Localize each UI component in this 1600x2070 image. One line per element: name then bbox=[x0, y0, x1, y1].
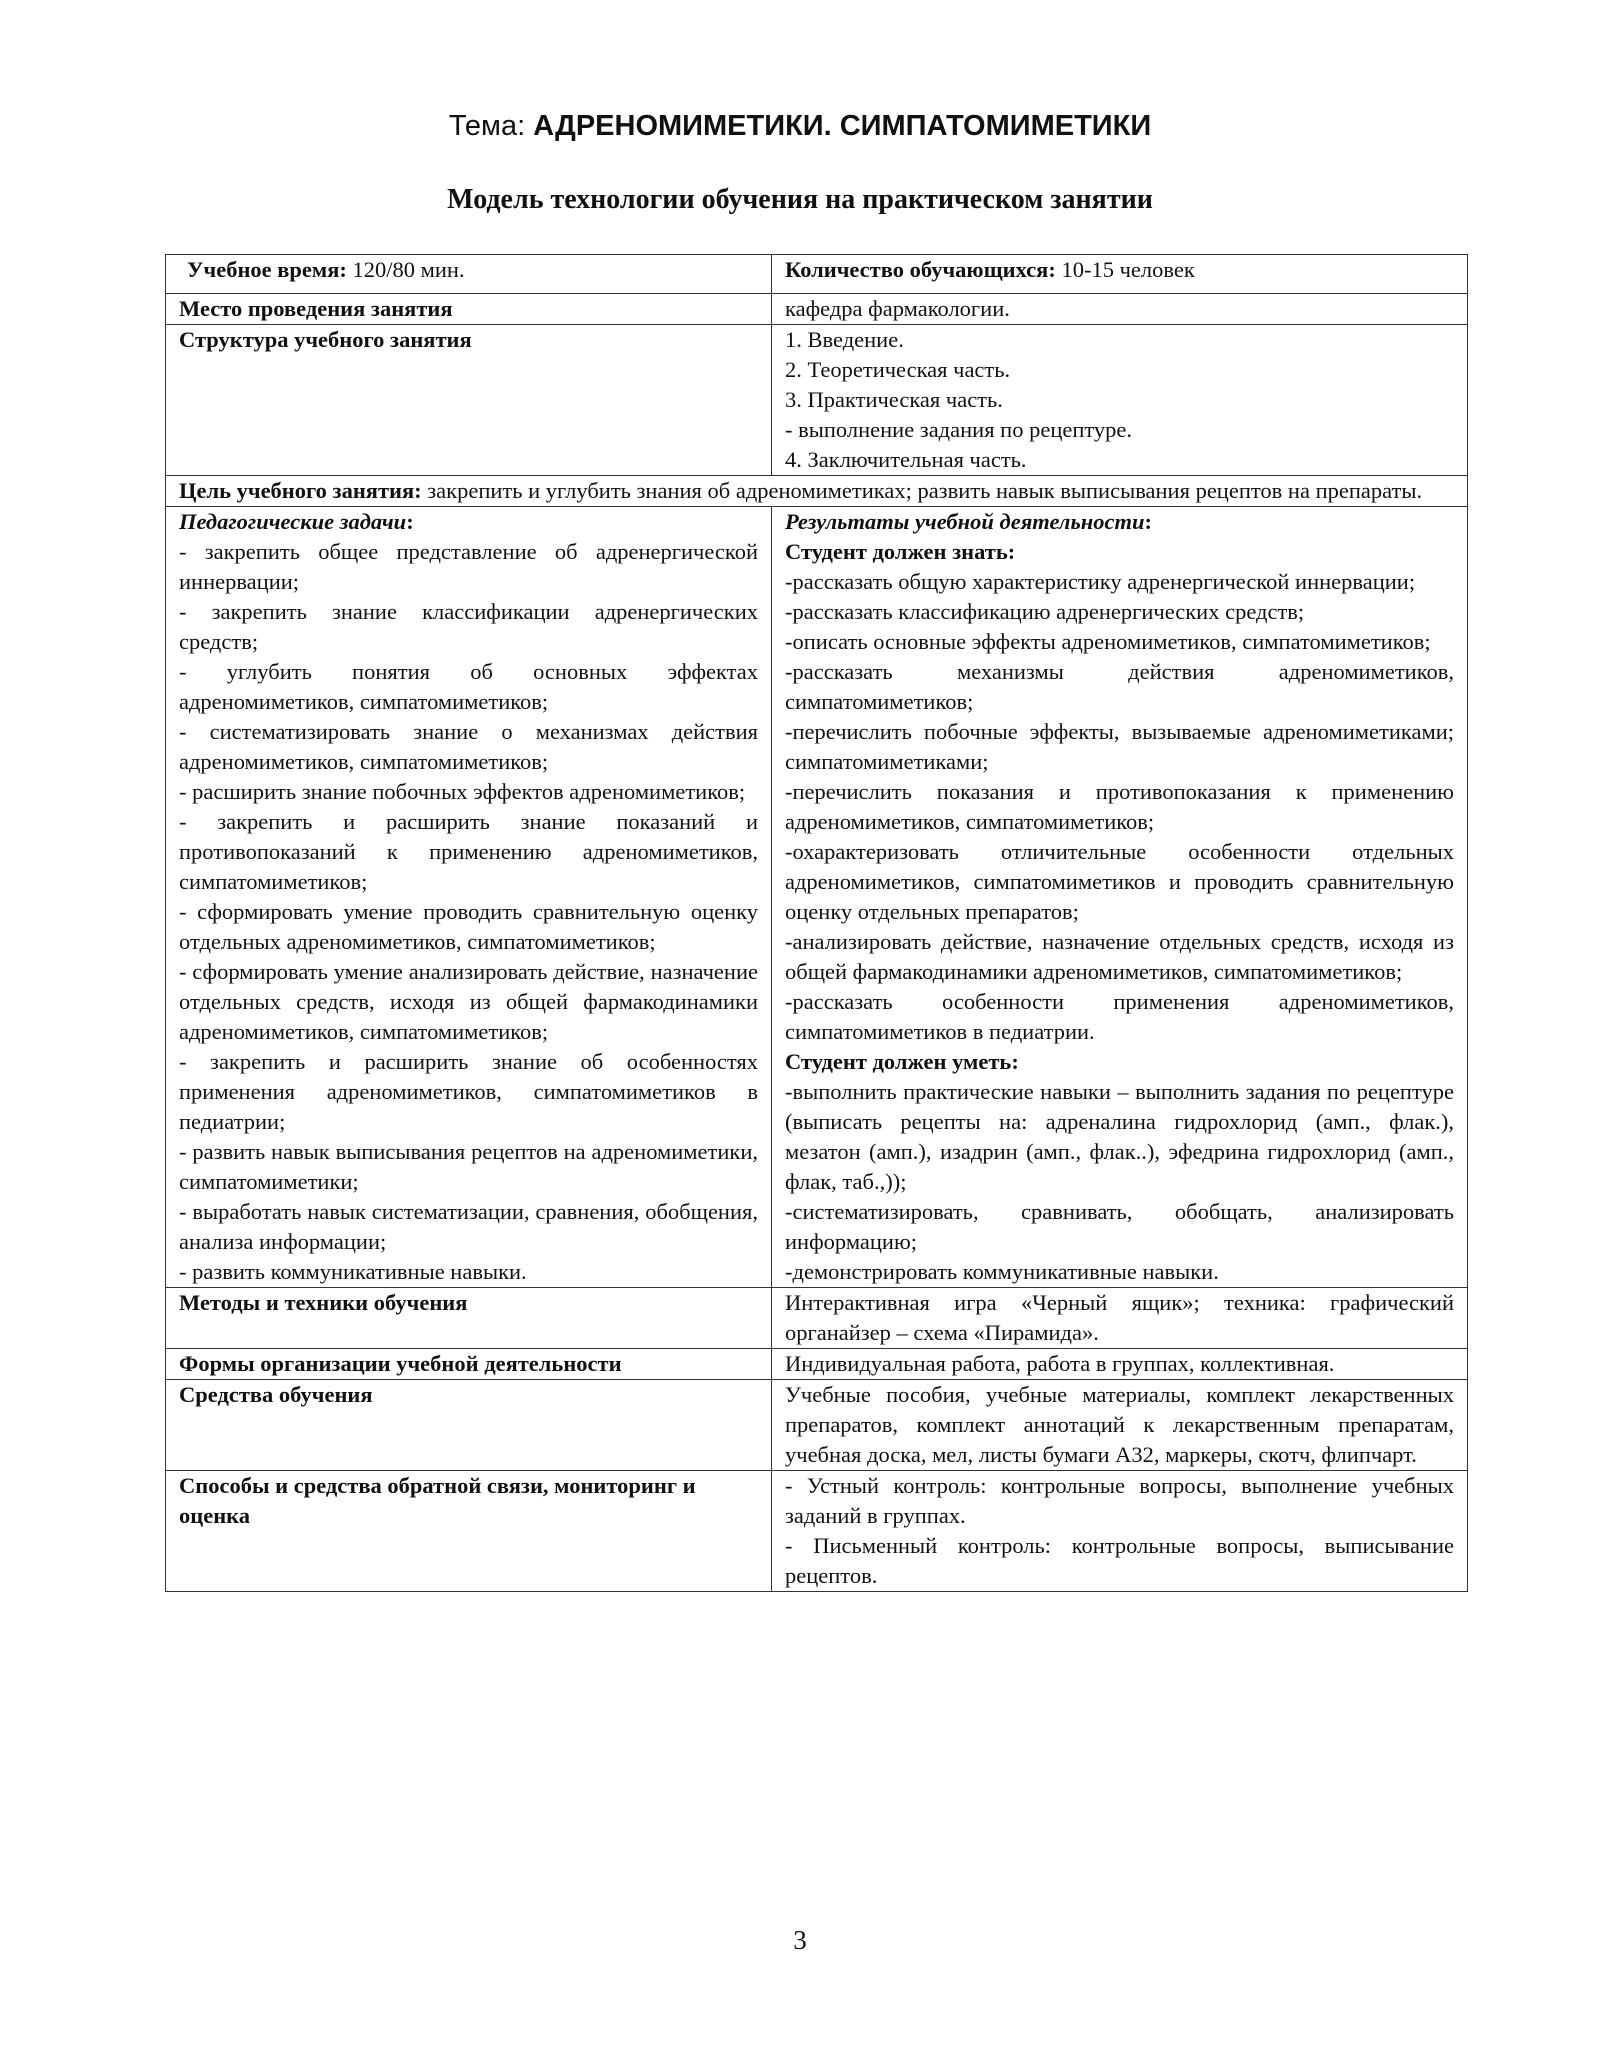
can-label: Студент должен уметь: bbox=[785, 1049, 1019, 1074]
means-value: Учебные пособия, учебные материалы, комплект лекарственных препаратов, комплект аннотаций к лекарственным препаратам, учебная доска, мел, листы бумаги А32, маркеры, скотч, флипчарт. bbox=[772, 1380, 1468, 1471]
list-item: -рассказать классификацию адренергических средств; bbox=[785, 599, 1305, 624]
structure-label: Структура учебного занятия bbox=[166, 325, 772, 476]
structure-list bbox=[772, 325, 1468, 476]
list-item: - выполнение задания по рецептуре. bbox=[785, 417, 1133, 442]
topic-name: АДРЕНОМИМЕТИКИ. СИМПАТОМИМЕТИКИ bbox=[533, 110, 1152, 142]
results-cell bbox=[772, 507, 1468, 1288]
venue-label: Место проведения занятия bbox=[166, 294, 772, 325]
goal-label: Цель учебного занятия: bbox=[179, 478, 422, 503]
table-row bbox=[166, 325, 1468, 476]
students-label: Количество обучающихся: bbox=[785, 257, 1056, 282]
pedagogical-tasks-label: Педагогические задачи bbox=[179, 509, 407, 534]
list-item: - закрепить и расширить знание показаний и противопоказаний к применению адреномиметиков, симпатомиметиков; bbox=[179, 809, 758, 894]
model-title: Модель технологии обучения на практическом занятии bbox=[447, 184, 1153, 215]
goal-cell bbox=[166, 476, 1468, 507]
list-item: - углубить понятия об основных эффектах адреномиметиков, симпатомиметиков; bbox=[179, 659, 758, 714]
pedagogical-tasks-colon: : bbox=[406, 509, 414, 534]
list-item: - систематизировать знание о механизмах действия адреномиметиков, симпатомиметиков; bbox=[179, 719, 758, 774]
feedback-label: Способы и средства обратной связи, мониторинг и оценка bbox=[166, 1471, 772, 1592]
table-row bbox=[166, 1471, 1468, 1592]
table-row bbox=[166, 1349, 1468, 1380]
methods-label: Методы и техники обучения bbox=[166, 1288, 772, 1349]
list-item: - выработать навык систематизации, сравнения, обобщения, анализа информации; bbox=[179, 1199, 758, 1254]
list-item: -рассказать механизмы действия адреномиметиков, симпатомиметиков; bbox=[785, 659, 1454, 714]
results-colon: : bbox=[1144, 509, 1152, 534]
list-item: - сформировать умение проводить сравнительную оценку отдельных адреномиметиков, симпатомиметиков; bbox=[179, 899, 758, 954]
list-item: 4. Заключительная часть. bbox=[785, 447, 1027, 472]
table-row bbox=[166, 255, 1468, 294]
study-time-cell bbox=[166, 255, 772, 294]
list-item: 1. Введение. bbox=[785, 327, 904, 352]
feedback-list bbox=[772, 1471, 1468, 1592]
goal-value: закрепить и углубить знания об адреномиметиках; развить навык выписывания рецептов на препараты. bbox=[427, 478, 1423, 503]
list-item: -рассказать особенности применения адреномиметиков, симпатомиметиков в педиатрии. bbox=[785, 989, 1454, 1044]
list-item: - Устный контроль: контрольные вопросы, выполнение учебных заданий в группах. bbox=[785, 1473, 1454, 1528]
study-time-label: Учебное время: bbox=[187, 257, 347, 282]
list-item: -перечислить побочные эффекты, вызываемые адреномиметиками; симпатомиметиками; bbox=[785, 719, 1454, 774]
list-item: -охарактеризовать отличительные особенности отдельных адреномиметиков, симпатомиметиков и проводить сравнительную оценку отдельных препаратов; bbox=[785, 839, 1454, 924]
list-item: -систематизировать, сравнивать, обобщать, анализировать информацию; bbox=[785, 1199, 1454, 1254]
list-item: 3. Практическая часть. bbox=[785, 387, 1003, 412]
study-time-value: 120/80 мин. bbox=[352, 257, 465, 282]
list-item: - развить коммуникативные навыки. bbox=[179, 1259, 527, 1284]
methods-value: Интерактивная игра «Черный ящик»; техника: графический органайзер – схема «Пирамида». bbox=[772, 1288, 1468, 1349]
venue-value: кафедра фармакологии. bbox=[772, 294, 1468, 325]
list-item: 2. Теоретическая часть. bbox=[785, 357, 1011, 382]
means-label: Средства обучения bbox=[166, 1380, 772, 1471]
students-cell bbox=[772, 255, 1468, 294]
list-item: -перечислить показания и противопоказания к применению адреномиметиков, симпатомиметиков; bbox=[785, 779, 1454, 834]
list-item: -выполнить практические навыки – выполнить задания по рецептуре (выписать рецепты на: адреналина гидрохлорид (амп., флак.), мезатон (амп.), изадрин (амп., флак..), эфедрина гидрохлорид (амп., флак, таб.,)); bbox=[785, 1079, 1454, 1194]
list-item: -рассказать общую характеристику адренергической иннервации; bbox=[785, 569, 1416, 594]
students-value: 10-15 человек bbox=[1061, 257, 1195, 282]
list-item: -описать основные эффекты адреномиметиков, симпатомиметиков; bbox=[785, 629, 1431, 654]
list-item: -демонстрировать коммуникативные навыки. bbox=[785, 1259, 1219, 1284]
table-row bbox=[166, 294, 1468, 325]
list-item: - закрепить знание классификации адренергических средств; bbox=[179, 599, 758, 654]
forms-value: Индивидуальная работа, работа в группах, коллективная. bbox=[772, 1349, 1468, 1380]
table-row bbox=[166, 476, 1468, 507]
list-item: - расширить знание побочных эффектов адреномиметиков; bbox=[179, 779, 746, 804]
list-item: - сформировать умение анализировать действие, назначение отдельных средств, исходя из общей фармакодинамики адреномиметиков, симпатомиметиков; bbox=[179, 959, 758, 1044]
table-row bbox=[166, 1380, 1468, 1471]
topic-heading bbox=[0, 110, 1600, 143]
know-label: Студент должен знать: bbox=[785, 539, 1016, 564]
table-row bbox=[166, 1288, 1468, 1349]
forms-label: Формы организации учебной деятельности bbox=[166, 1349, 772, 1380]
list-item: - закрепить и расширить знание об особенностях применения адреномиметиков, симпатомиметиков в педиатрии; bbox=[179, 1049, 758, 1134]
topic-prefix: Тема: bbox=[448, 110, 526, 142]
results-label: Результаты учебной деятельности bbox=[785, 509, 1145, 534]
list-item: - закрепить общее представление об адренергической иннервации; bbox=[179, 539, 758, 594]
pedagogical-tasks-cell bbox=[166, 507, 772, 1288]
list-item: -анализировать действие, назначение отдельных средств, исходя из общей фармакодинамики адреномиметиков, симпатомиметиков; bbox=[785, 929, 1454, 984]
list-item: - Письменный контроль: контрольные вопросы, выписывание рецептов. bbox=[785, 1533, 1454, 1588]
lesson-plan-table bbox=[165, 254, 1468, 1592]
page-number: 3 bbox=[793, 1925, 807, 1955]
table-row bbox=[166, 507, 1468, 1288]
list-item: - развить навык выписывания рецептов на адреномиметики, симпатомиметики; bbox=[179, 1139, 758, 1194]
